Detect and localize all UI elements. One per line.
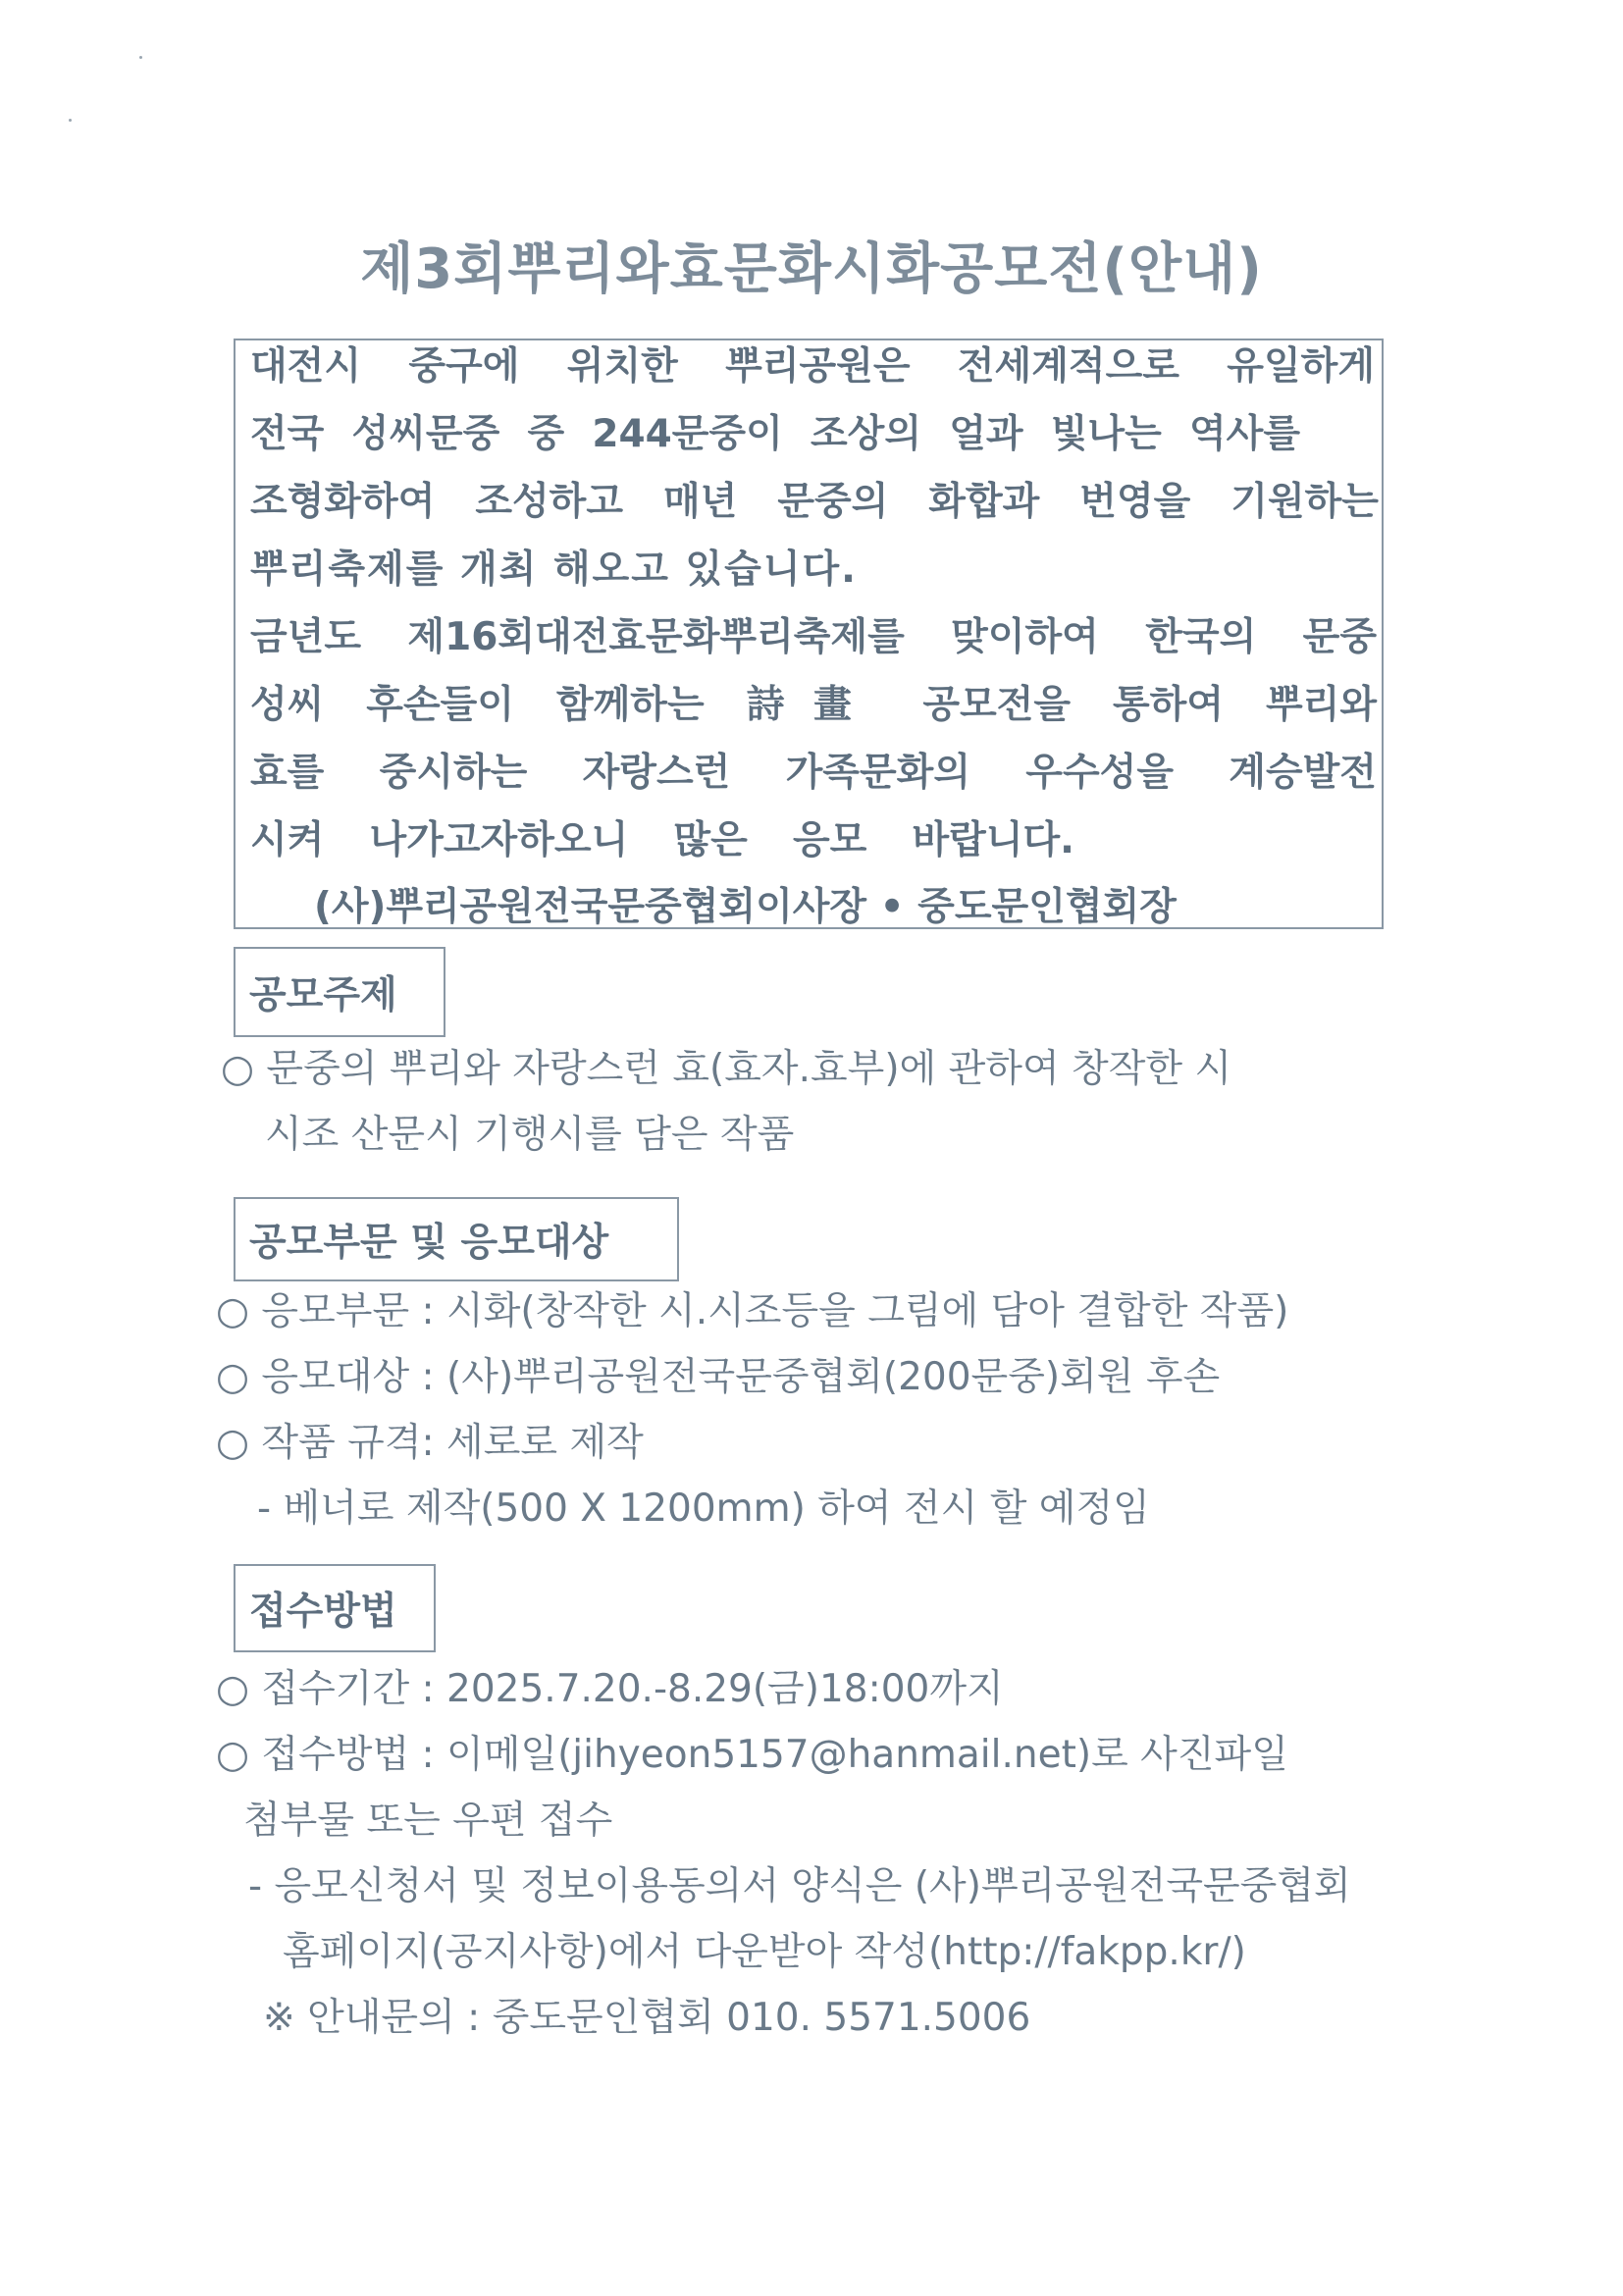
scan-speck — [69, 119, 72, 122]
submission-line: - 응모신청서 및 정보이용동의서 양식은 (사)뿌리공원전국문중협회 — [248, 1864, 1351, 1908]
intro-line: 성씨 후손들이 함께하는 詩畫 공모전을 통하여 뿌리와 — [250, 683, 1377, 727]
section-heading-category: 공모부문 및 응모대상 — [234, 1197, 679, 1281]
intro-line: 뿌리축제를 개최 해오고 있습니다. — [250, 548, 858, 592]
section-heading-submission: 접수방법 — [234, 1564, 436, 1652]
theme-line: ○ 문중의 뿌리와 자랑스런 효(효자.효부)에 관하여 창작한 시 — [221, 1047, 1232, 1091]
category-line: ○ 응모대상 : (사)뿌리공원전국문중협회(200문중)회원 후손 — [216, 1355, 1221, 1399]
intro-line: 조형화하여 조성하고 매년 문중의 화합과 번영을 기원하는 — [250, 480, 1379, 524]
document-title: 제3회뿌리와효문화시화공모전(안내) — [360, 237, 1263, 301]
intro-line: 대전시 중구에 위치한 뿌리공원은 전세계적으로 유일하게 — [250, 344, 1375, 389]
scan-speck — [139, 56, 142, 59]
category-line: - 베너로 제작(500 X 1200mm) 하여 전시 할 예정임 — [257, 1487, 1150, 1531]
theme-line: 시조 산문시 기행시를 담은 작품 — [265, 1113, 795, 1157]
category-line: ○ 작품 규격: 세로로 제작 — [216, 1421, 644, 1465]
submission-line: ○ 접수기간 : 2025.7.20.-8.29(금)18:00까지 — [216, 1667, 1004, 1711]
category-line: ○ 응모부문 : 시화(창작한 시.시조등을 그림에 담아 결합한 작품) — [216, 1289, 1289, 1333]
intro-line: 효를 중시하는 자랑스런 가족문화의 우수성을 계승발전 — [250, 751, 1377, 795]
intro-line: 금년도 제16회대전효문화뿌리축제를 맞이하여 한국의 문중 — [250, 615, 1377, 659]
submission-line: 홈페이지(공지사항)에서 다운받아 작성(http://fakpp.kr/) — [283, 1930, 1246, 1974]
intro-line: 전국 성씨문중 중 244문중이 조상의 얼과 빛나는 역사를 — [250, 412, 1300, 456]
section-heading-theme: 공모주제 — [234, 947, 445, 1037]
submission-line: 첨부물 또는 우편 접수 — [243, 1799, 613, 1843]
intro-line: 시켜 나가고자하오니 많은 응모 바랍니다. — [250, 818, 1074, 862]
signature: (사)뿌리공원전국문중협회이사장 • 중도문인협회장 — [314, 885, 1177, 929]
submission-line: ※ 안내문의 : 중도문인협회 010. 5571.5006 — [263, 1996, 1031, 2040]
submission-line: ○ 접수방법 : 이메일(jihyeon5157@hanmail.net)로 사진파일 — [216, 1733, 1288, 1777]
